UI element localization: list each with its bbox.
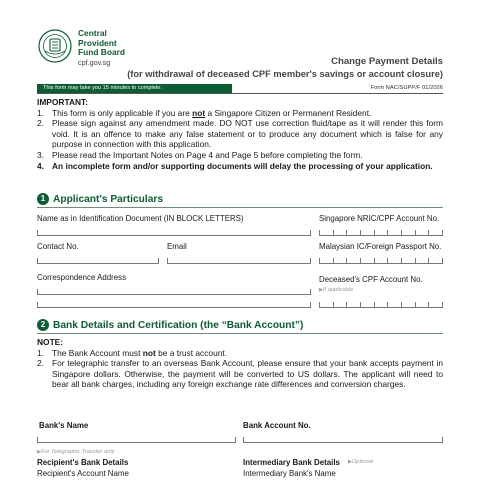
org-name-line2: Provident [78,37,117,48]
item-text: a Singapore Citizen or Permanent Resident. [205,107,372,118]
cpf-seal-logo [38,29,72,63]
section-2-title [37,319,303,331]
important-item [37,118,443,150]
org-url: cpf.gov.sg [78,57,111,67]
item-text: Please read the Important Notes on Page 4 and Page 5 before completing the form. [52,149,363,160]
name-label: Name as in Identification Document (IN BLOCK LETTERS) [37,214,244,223]
bank-notes [37,337,443,390]
email-label: Email [167,242,187,251]
optional-hint: ▶ Optional [348,459,373,465]
bank-name-field[interactable] [37,437,236,443]
item-text: be a trust account. [155,347,228,358]
item-number: 3. [37,149,44,160]
section-title-text: Bank Details and Certification (the “Bank Account”) [53,319,304,331]
section-title-text: Applicant's Particulars [53,193,163,205]
email-field[interactable] [167,258,311,264]
bank-name-label: Bank's Name [39,421,89,430]
name-field[interactable] [37,230,311,236]
item-text: For telegraphic transfer to an overseas Bank Account, please ensure that your bank accepts payment in Singapore dollars. Otherwise, the payment will be converted to US dollars. The applicant will need to bear all bank charges, including any foreign exchange rate differences and conversion charges. [52,358,443,390]
item-text: This form is only applicable if you are [52,107,193,118]
header-divider [37,93,443,94]
section-divider [37,207,443,208]
malaysian-ic-label: Malaysian IC/Foreign Passport No. [319,242,442,251]
section-divider [37,333,443,334]
org-name-line1: Central [78,28,107,38]
section-number-badge: 2 [37,319,49,331]
item-number: 1. [37,347,44,358]
recipient-bank-label: Recipient's Bank Details [37,458,129,467]
org-name [78,29,125,67]
form-title: Change Payment Details [331,56,443,67]
nric-label: Singapore NRIC/CPF Account No. [319,214,440,223]
contact-field[interactable] [37,258,159,264]
item-text: An incomplete form and/or supporting documents will delay the processing of your application. [52,160,433,171]
address-field-line2[interactable] [37,302,311,308]
important-heading: IMPORTANT: [37,97,89,107]
section-number-badge: 1 [37,193,49,205]
note-heading: NOTE: [37,337,64,347]
malaysian-ic-field[interactable] [319,258,443,264]
item-emphasis: not [142,347,156,358]
important-item [37,161,443,172]
org-name-line3: Fund Board [78,47,125,57]
bank-account-label: Bank Account No. [243,421,311,430]
time-estimate-banner: This form may take you 15 minutes to complete. [37,84,232,93]
item-number: 1. [37,107,44,118]
intermediary-bank-name-label: Intermediary Bank's Name [243,469,336,478]
recipient-account-name-label: Recipient's Account Name [37,469,129,478]
item-text: Please sign against any amendment made. DO NOT use correction fluid/tape as it will render this form void. It is an offence to make any false statement or to produce any document which is false for any purpose in connection with this application. [52,118,443,150]
form-header [0,0,480,84]
deceased-account-label: Deceased's CPF Account No. [319,275,423,284]
intermediary-bank-label: Intermediary Bank Details [243,458,340,467]
contact-label: Contact No. [37,242,79,251]
item-number: 2. [37,118,44,129]
item-text: The Bank Account must [52,347,143,358]
if-applicable-hint: ▶ If applicable [319,287,353,293]
item-number: 4. [37,160,44,171]
nric-field[interactable] [319,230,443,236]
deceased-account-field[interactable] [319,302,443,308]
note-item [37,358,443,390]
important-notes [37,97,443,171]
important-item [37,108,443,119]
form-number: Form NAC/SUPP/F 01/2026 [370,85,443,91]
address-label: Correspondence Address [37,273,127,282]
section-1-title [37,193,163,205]
note-item [37,348,443,359]
bank-account-field[interactable] [243,437,443,443]
item-emphasis: not [192,107,206,118]
address-field-line1[interactable] [37,289,311,295]
form-subtitle: (for withdrawal of deceased CPF member's savings or account closure) [127,69,443,79]
important-item [37,150,443,161]
telegraphic-transfer-hint: ▶ For Telegraphic Transfer only [37,449,115,455]
item-number: 2. [37,358,44,369]
